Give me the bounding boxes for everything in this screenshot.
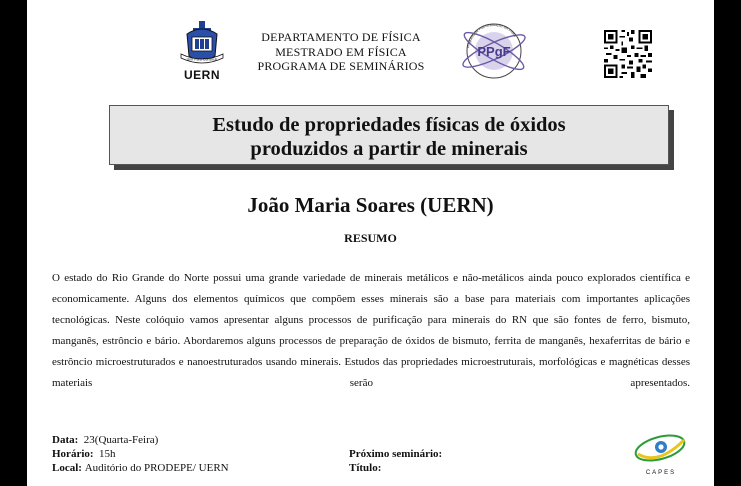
ppgf-logo <box>455 18 533 84</box>
svg-text:Programa de Pós-Graduação em F: Programa de Pós-Graduação em Física <box>466 22 518 49</box>
next-seminar-title-label: Título: <box>349 462 382 474</box>
place-value: Auditório do PRODEPE/ UERN <box>84 462 229 474</box>
talk-title-line-2: produzidos a partir de minerais <box>250 138 528 160</box>
uern-crest-icon <box>177 20 227 70</box>
speaker-name: João Maria Soares (UERN) <box>247 193 494 217</box>
date-label: Data: <box>52 434 79 446</box>
abstract-text: O estado do Rio Grande do Norte possui uma grande variedade de minerais metálicos e não-metálicos ainda pouco explorados científica e economicamente. Alguns dos elementos químicos que compõem esses minerais são a base para materiais com importantes aplicações tecnológicas. Neste colóquio vamos apresentar alguns processos de purificação para minerais do RN que são fontes de ferro, bismuto, manganês, estrôncio e bário. Abordaremos alguns processos de preparação de óxidos de bismuto, ferrita de manganês, hexaferritas de bário e estrôncio microestruturados e nanoestruturados usando minerais. Estudos das propriedades microestruturais, morfológicas e magnéticas desses materiais serão apresentados. <box>52 272 690 390</box>
qr-code-icon[interactable] <box>604 30 652 78</box>
event-place <box>52 461 229 475</box>
capes-logo-text: CAPES <box>645 470 677 476</box>
uern-logo-text: UERN <box>183 68 220 82</box>
next-seminar <box>349 447 442 475</box>
event-details <box>52 433 229 475</box>
talk-title-line-1: Estudo de propriedades físicas de óxidos <box>212 114 566 136</box>
svg-text:PPgF: PPgF <box>477 44 511 59</box>
seminar-poster <box>27 0 714 486</box>
abstract-heading: RESUMO <box>344 231 397 245</box>
event-time <box>52 447 229 461</box>
seminar-program-line: PROGRAMA DE SEMINÁRIOS <box>257 59 425 73</box>
uern-logo <box>177 20 227 82</box>
event-date <box>52 433 229 447</box>
time-value: 15h <box>99 448 116 460</box>
time-label: Horário: <box>52 448 94 460</box>
capes-logo <box>630 426 692 476</box>
next-seminar-label: Próximo seminário: <box>349 448 443 460</box>
date-value: 23(Quarta-Feira) <box>83 434 159 446</box>
department-line: DEPARTAMENTO DE FÍSICA <box>261 30 421 44</box>
department-header <box>241 30 441 74</box>
ppgf-emblem-icon <box>455 18 533 84</box>
capes-emblem-icon <box>630 426 692 468</box>
talk-title <box>109 105 669 165</box>
program-line: MESTRADO EM FÍSICA <box>275 44 407 59</box>
place-label: Local: <box>52 462 82 474</box>
svg-text:Unir Para Construir: Unir Para Construir <box>186 57 218 62</box>
